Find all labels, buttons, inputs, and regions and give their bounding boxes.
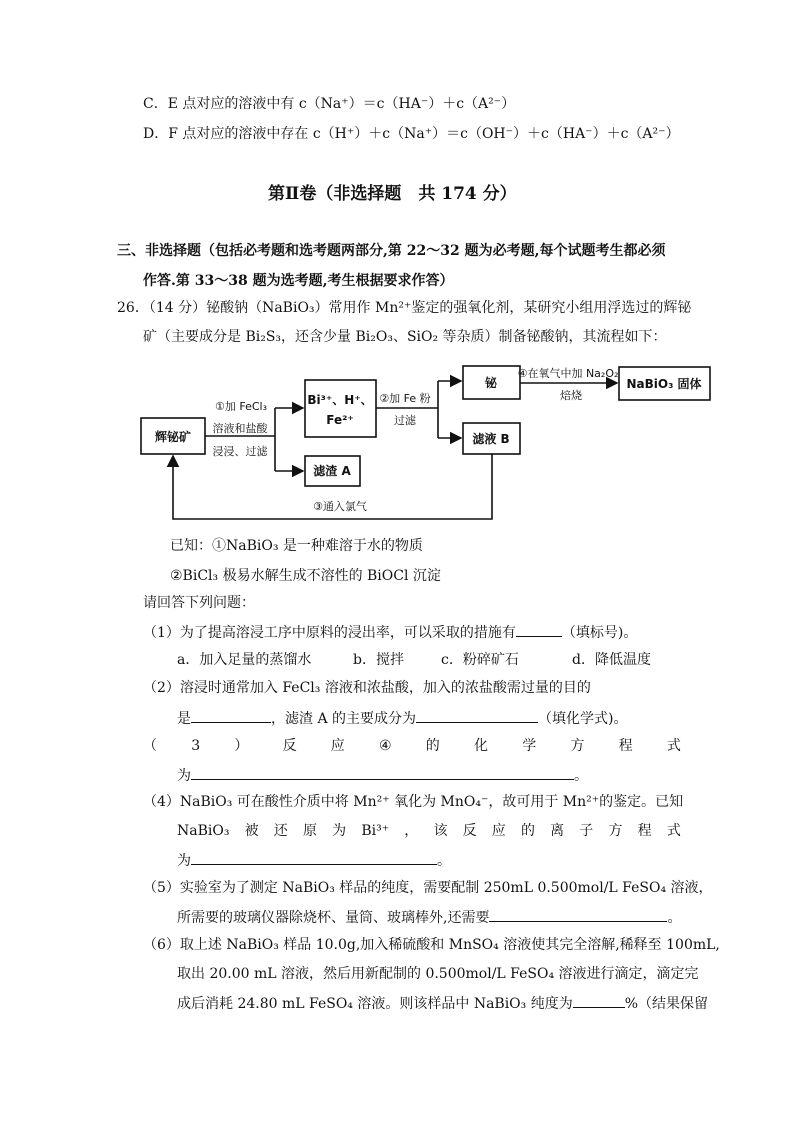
box-mixture [305, 380, 376, 437]
step4-label-b: 焙烧 [560, 389, 582, 402]
sub3-char: 的 [425, 738, 440, 754]
part2-title: 第Ⅱ卷（非选择题 共 174 分） [268, 184, 517, 204]
sub6-purity-blank[interactable] [573, 992, 625, 1008]
sub5-line2 [177, 906, 681, 928]
sub6-line2: 取出 20.00 mL 溶液，然后用新配制的 0.500mol/L FeSO₄ 溶液进行滴定，滴定完 [177, 966, 699, 982]
sub1-opt-b: b．搅拌 [353, 652, 404, 668]
sub1-opt-d: d．降低温度 [572, 652, 651, 668]
step3-label: ③通入氯气 [313, 500, 367, 513]
sub4-word: 原 [302, 823, 317, 839]
sub2-residue-blank[interactable] [416, 707, 538, 723]
sub3-text-b: 。 [574, 768, 588, 784]
sub4-word: 被 [244, 823, 259, 839]
sub3-text-a: 为 [177, 768, 191, 784]
sub3-char: ） [234, 738, 249, 754]
sub3-char: 学 [522, 738, 537, 754]
sub3-line1 [143, 736, 681, 756]
sub6-line3 [177, 992, 708, 1014]
sub3-line2 [177, 764, 588, 786]
sub2-text-b: ，滤渣 A 的主要成分为 [271, 711, 417, 727]
sub4-text-a: 为 [177, 853, 191, 869]
sub3-char: （ [143, 738, 157, 754]
ask-heading: 请回答下列问题： [143, 595, 255, 611]
sub3-char: 3 [191, 738, 201, 754]
sub4-line2 [177, 821, 681, 841]
sub3-char: 程 [618, 738, 633, 754]
q26-intro-line2: 矿（主要成分是 Bi₂S₃，还含少量 Bi₂O₃、SiO₂ 等杂质）制备铋酸钠，其流程如下： [143, 329, 667, 345]
sub6-text-b: %（结果保留 [624, 996, 709, 1012]
sub5-text-b: 。 [667, 910, 682, 926]
option-c: C．E 点对应的溶液中有 c（Na⁺）＝c（HA⁻）＋c（A²⁻） [143, 96, 516, 112]
sub4-equation-blank[interactable] [191, 849, 437, 865]
sub4-word: 离 [550, 823, 565, 839]
sub1-opt-c: c．粉碎矿石 [441, 652, 519, 668]
mixture-label-a: Bi³⁺、H⁺、 [307, 393, 373, 407]
sub2-text-c: （填化学式)。 [538, 711, 628, 727]
sub4-word: NaBiO₃ [177, 823, 230, 839]
sub3-equation-blank[interactable] [191, 764, 574, 780]
step4-label-a: ④在氧气中加 Na₂O₂ [517, 367, 619, 380]
sub4-word: 反 [462, 823, 477, 839]
sub4-line3 [177, 849, 451, 871]
sub2-purpose-blank[interactable] [191, 707, 271, 723]
sub3-char: 式 [666, 738, 681, 754]
sub4-word: Bi³⁺ [361, 823, 390, 839]
step2-label-a: ②加 Fe 粉 [379, 392, 431, 405]
sub2-line2 [177, 707, 627, 729]
step2-label-b: 过滤 [394, 414, 416, 427]
sub4-word: 的 [520, 823, 535, 839]
sub4-text-b: 。 [437, 853, 451, 869]
product-label: NaBiO₃ 固体 [626, 377, 702, 391]
sub4-word: 该 [433, 823, 448, 839]
sub3-char: 应 [330, 738, 345, 754]
sub3-char: 方 [570, 738, 585, 754]
sub4-word: 为 [332, 823, 347, 839]
sub1-text-a: （1）为了提高溶浸工序中原料的浸出率，可以采取的措施有 [143, 625, 516, 641]
step1-label-b: 溶液和盐酸 [212, 422, 268, 435]
known-1: 已知：①NaBiO₃ 是一种难溶于水的物质 [170, 538, 423, 554]
ore-label: 辉铋矿 [154, 430, 192, 444]
sub2-text-a: 是 [177, 711, 191, 727]
section3-line1: 三、非选择题（包括必考题和选考题两部分,第 22～32 题为必考题,每个试题考生都必须 [117, 243, 666, 259]
known-2: ②BiCl₃ 极易水解生成不溶性的 BiOCl 沉淀 [170, 568, 441, 584]
q26-intro-line1: 26．（14 分）铋酸钠（NaBiO₃）常用作 Mn²⁺鉴定的强氧化剂，某研究小组用浮选过的辉铋 [117, 300, 692, 316]
sub1-text-b: （填标号)。 [561, 625, 638, 641]
sub3-char: ④ [379, 738, 392, 754]
sub5-instrument-blank[interactable] [489, 906, 667, 922]
step1-label-a: ①加 FeCl₃ [215, 400, 267, 413]
residue-a-label: 滤渣 A [313, 464, 351, 478]
sub5-text-a: 所需要的玻璃仪器除烧杯、量筒、玻璃棒外,还需要 [177, 910, 490, 926]
sub6-line1: （6）取上述 NaBiO₃ 样品 10.0g,加入稀硫酸和 MnSO₄ 溶液使其完全溶解,稀释至 100mL, [143, 937, 720, 953]
sub3-char: 化 [474, 738, 489, 754]
sub4-word: 方 [608, 823, 623, 839]
step1-label-c: 浸浸、过滤 [212, 445, 268, 458]
sub4-word: 还 [273, 823, 288, 839]
sub5-line1: （5）实验室为了测定 NaBiO₃ 样品的纯度，需要配制 250mL 0.500mol/L FeSO₄ 溶液， [143, 880, 713, 896]
sub4-line1: （4）NaBiO₃ 可在酸性介质中将 Mn²⁺ 氧化为 MnO₄⁻，故可用于 Mn²⁺的鉴定。已知 [143, 794, 684, 810]
sub1-opt-a: a．加入足量的蒸馏水 [177, 652, 312, 668]
sub4-word: 子 [579, 823, 594, 839]
mixture-label-b: Fe²⁺ [326, 413, 354, 427]
section3-line2: 作答.第 33～38 题为选考题,考生根据要求作答） [143, 273, 454, 289]
sub6-text-a: 成后消耗 24.80 mL FeSO₄ 溶液。则该样品中 NaBiO₃ 纯度为 [177, 996, 573, 1012]
sub4-word: ， [404, 823, 419, 839]
option-d: D．F 点对应的溶液中存在 c（H⁺）＋c（Na⁺）＝c（OH⁻）＋c（HA⁻）＋c（A²⁻） [143, 126, 680, 142]
bismuth-label: 铋 [484, 376, 498, 390]
process-flow-diagram [0, 0, 794, 540]
sub4-word: 应 [491, 823, 506, 839]
sub4-word: 式 [666, 823, 681, 839]
sub1-answer-blank[interactable] [516, 621, 562, 637]
sub4-word: 程 [637, 823, 652, 839]
filtrate-b-label: 滤液 B [472, 432, 510, 446]
sub2-line1: （2）溶浸时通常加入 FeCl₃ 溶液和浓盐酸，加入的浓盐酸需过量的目的 [143, 680, 591, 696]
sub3-char: 反 [282, 738, 297, 754]
sub1-question [143, 621, 637, 643]
